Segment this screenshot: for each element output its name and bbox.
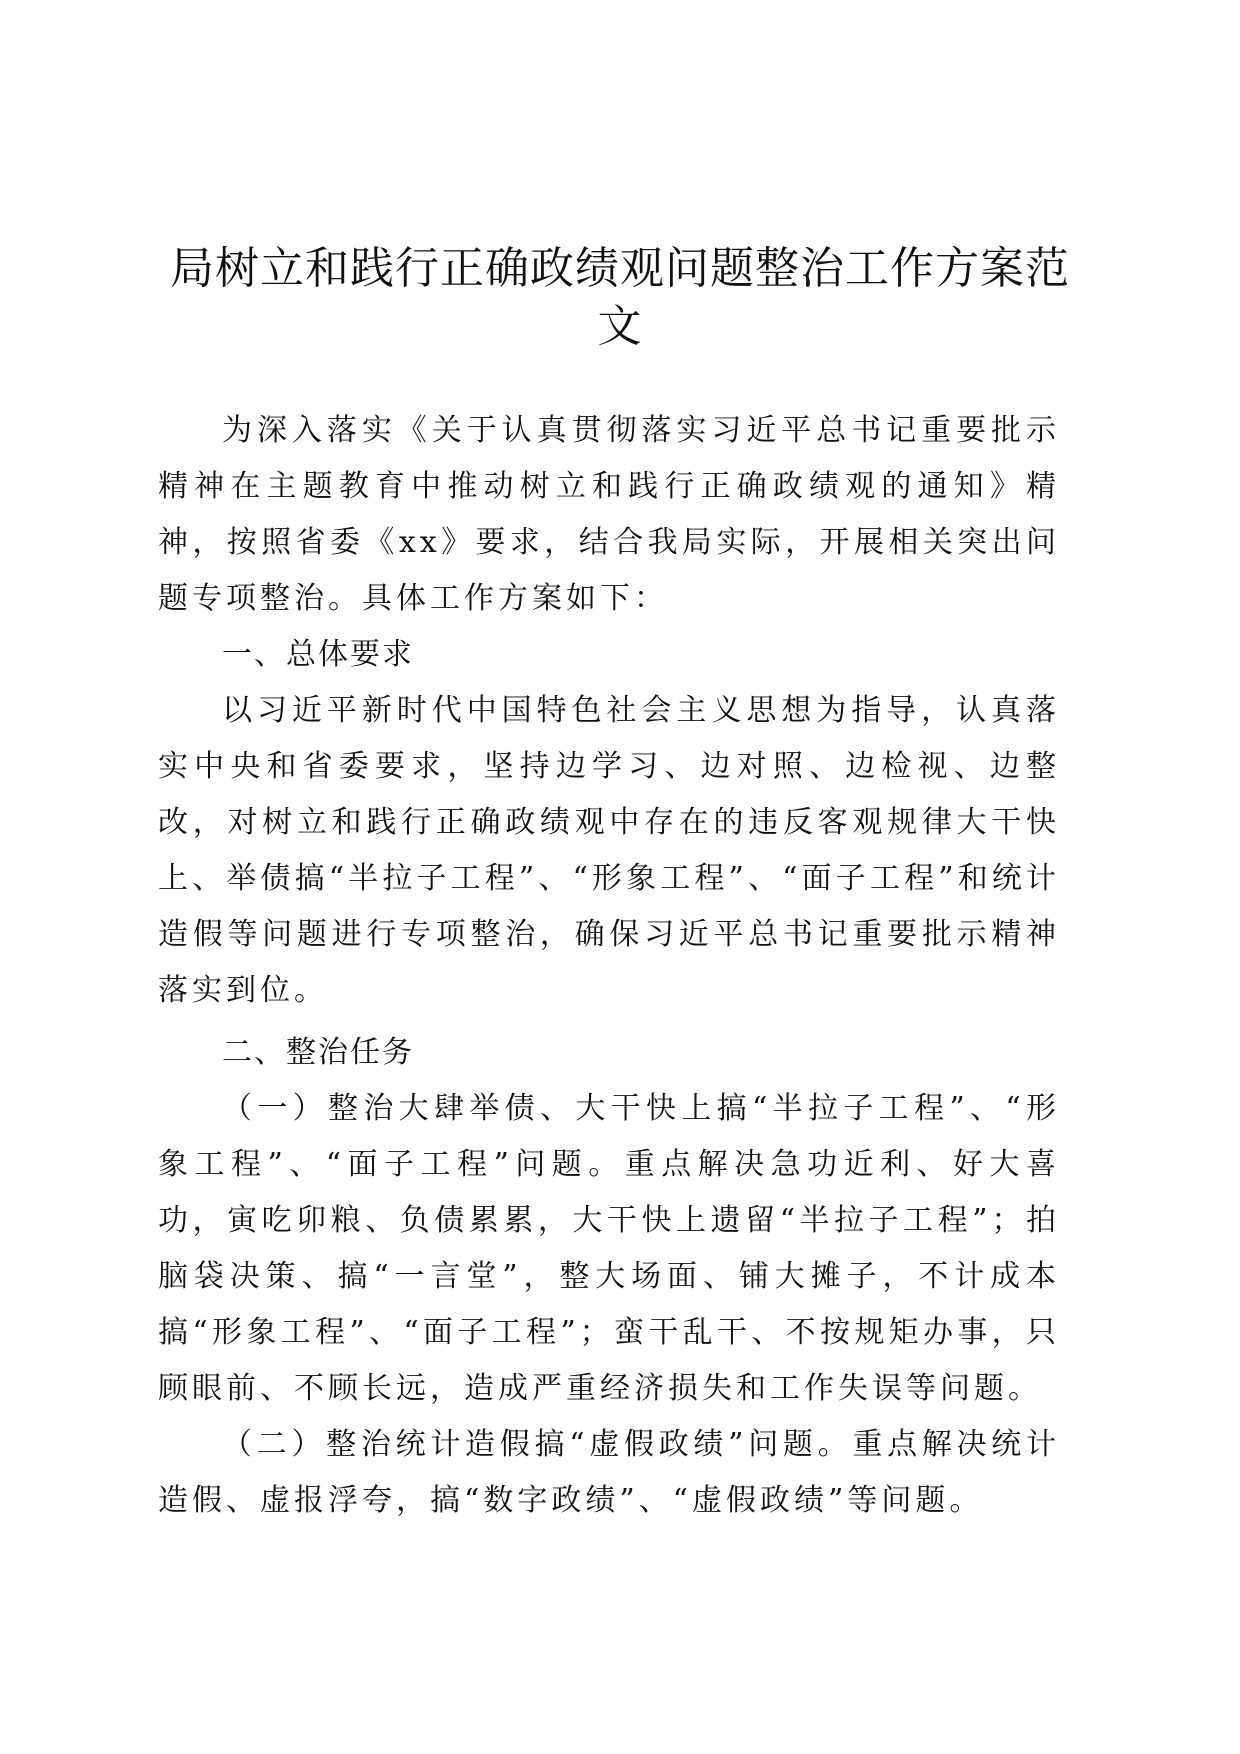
section-heading-general-requirements: 一、总体要求 — [222, 637, 414, 672]
document-body — [158, 403, 1060, 1529]
task-one-paragraph: （一）整治大肆举债、大干快上搞“半拉子工程”、“形象工程”、“面子工程”问题。重点解决急功近利、好大喜功，寅吃卯粮、负债累累，大干快上遗留“半拉子工程”；拍脑袋决策、搞“一言堂”，整大场面、铺大摊子，不计成本搞“形象工程”、“面子工程”；蛮干乱干、不按规矩办事，只顾眼前、不顾长远，造成严重经济损失和工作失误等问题。 — [158, 1091, 1060, 1406]
document-title: 局树立和践行正确政绩观问题整治工作方案范文 — [170, 243, 1070, 352]
intro-paragraph: 为深入落实《关于认真贯彻落实习近平总书记重要批示精神在主题教育中推动树立和践行正确政绩观的通知》精神，按照省委《xx》要求，结合我局实际，开展相关突出问题专项整治。具体工作方案如下： — [158, 413, 1060, 616]
task-two-paragraph: （二）整治统计造假搞“虚假政绩”问题。重点解决统计造假、虚报浮夸，搞“数字政绩”、“虚假政绩”等问题。 — [158, 1427, 1060, 1518]
general-requirements-paragraph: 以习近平新时代中国特色社会主义思想为指导，认真落实中央和省委要求，坚持边学习、边对照、边检视、边整改，对树立和践行正确政绩观中存在的违反客观规律大干快上、举债搞“半拉子工程”、“形象工程”、“面子工程”和统计造假等问题进行专项整治，确保习近平总书记重要批示精神落实到位。 — [158, 693, 1060, 1008]
section-heading-rectification-tasks: 二、整治任务 — [222, 1035, 414, 1070]
